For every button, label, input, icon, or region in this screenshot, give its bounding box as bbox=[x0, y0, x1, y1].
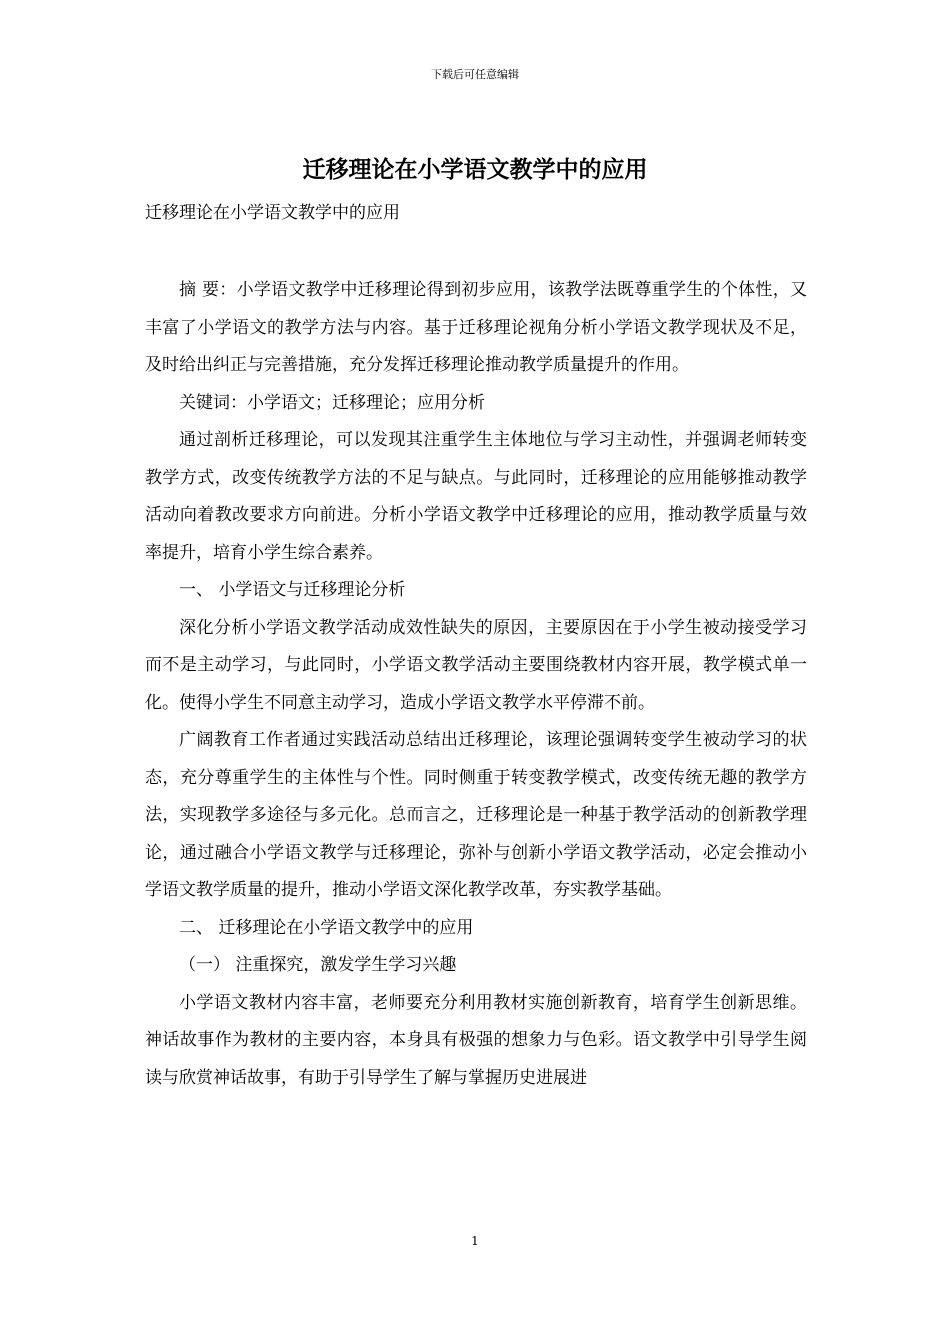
keywords-line: 关键词：小学语文；迁移理论；应用分析 bbox=[179, 392, 485, 413]
section-heading-1: 一、 小学语文与迁移理论分析 bbox=[179, 580, 406, 600]
document-body bbox=[145, 272, 807, 1097]
section-heading-2: 二、 迁移理论在小学语文教学中的应用 bbox=[179, 917, 474, 938]
abstract-paragraph: 摘 要：小学语文教学中迁移理论得到初步应用，该教学法既尊重学生的个体性，又丰富了小学语文的教学方法与内容。基于迁移理论视角分析小学语文教学现状及不足，及时给出纠正与完善措施，充分发挥迁移理论推动教学质量提升的作用。 bbox=[145, 280, 807, 375]
page-number: 1 bbox=[471, 1234, 479, 1248]
subsection-heading-1: （一） 注重探究，激发学生学习兴趣 bbox=[179, 955, 457, 975]
document-subtitle: 迁移理论在小学语文教学中的应用 bbox=[145, 203, 400, 223]
body-paragraph: 深化分析小学语文教学活动成效性缺失的原因，主要原因在于小学生被动接受学习而不是主动学习，与此同时，小学语文教学活动主要围绕教材内容开展，教学模式单一化。使得小学生不同意主动学习，造成小学语文教学水平停滞不前。 bbox=[145, 617, 807, 713]
body-paragraph: 广阔教育工作者通过实践活动总结出迁移理论，该理论强调转变学生被动学习的状态，充分尊重学生的主体性与个性。同时侧重于转变教学模式，改变传统无趣的教学方法，实现教学多途径与多元化。总而言之，迁移理论是一种基于教学活动的创新教学理论，通过融合小学语文教学与迁移理论，弥补与创新小学语文教学活动，必定会推动小学语文教学质量的提升，推动小学语文深化教学改革，夯实教学基础。 bbox=[145, 730, 807, 900]
body-paragraph: 小学语文教材内容丰富，老师要充分利用教材实施创新教育，培育学生创新思维。神话故事作为教材的主要内容，本身具有极强的想象力与色彩。语文教学中引导学生阅读与欣赏神话故事，有助于引导学生了解与掌握历史进展进 bbox=[145, 992, 807, 1088]
intro-paragraph: 通过剖析迁移理论，可以发现其注重学生主体地位与学习主动性，并强调老师转变教学方式，改变传统教学方法的不足与缺点。与此同时，迁移理论的应用能够推动教学活动向着教改要求方向前进。分析小学语文教学中迁移理论的应用，推动教学质量与效率提升，培育小学生综合素养。 bbox=[145, 430, 807, 563]
document-title: 迁移理论在小学语文教学中的应用 bbox=[302, 156, 648, 183]
page-header: 下载后可任意编辑 bbox=[431, 68, 519, 81]
